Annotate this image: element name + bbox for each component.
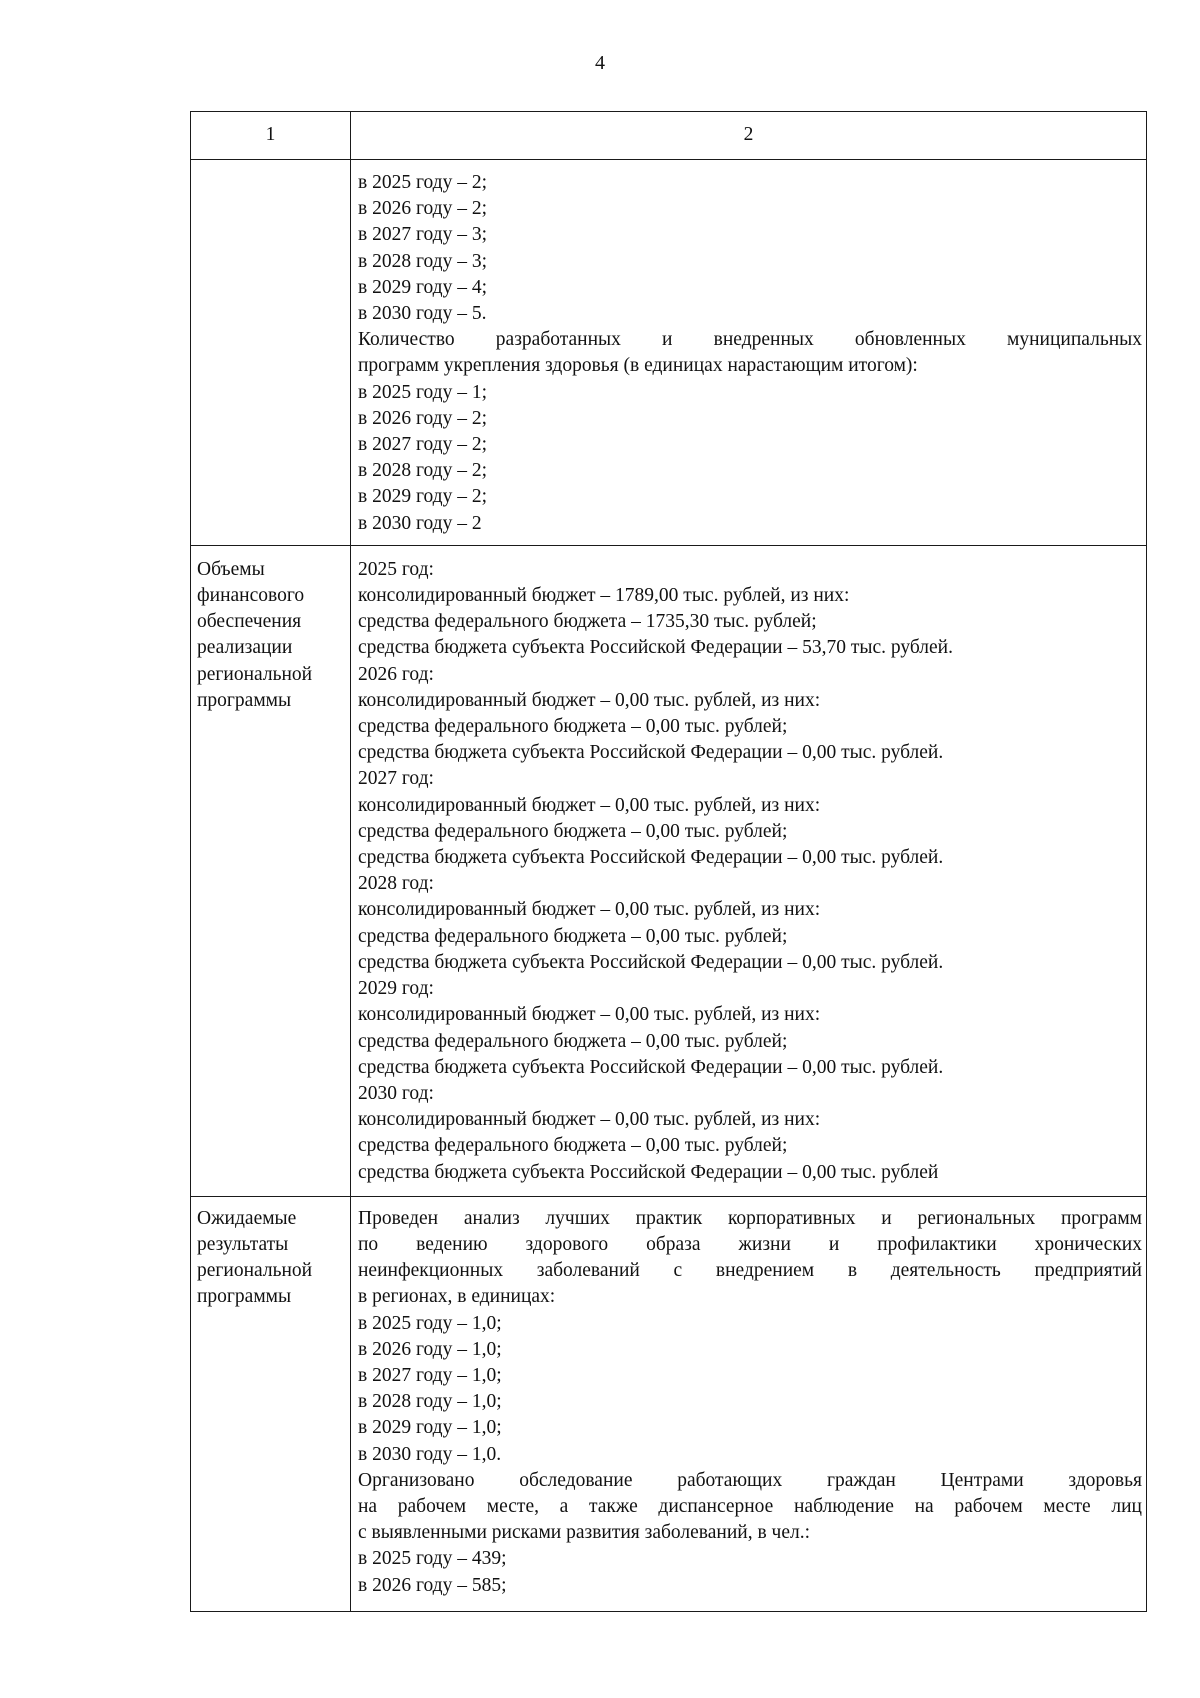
- text-line: в 2027 году – 2;: [358, 434, 487, 456]
- label-line: программы: [197, 689, 292, 711]
- text-line: в 2027 году – 3;: [358, 224, 487, 246]
- text-line: в 2029 году – 1,0;: [358, 1417, 502, 1439]
- text-line: на рабочем месте, а также диспансерное наблюдение на рабочем месте лиц: [358, 1495, 1142, 1517]
- text-line: в 2025 году – 1,0;: [358, 1312, 502, 1334]
- text-line: консолидированный бюджет – 0,00 тыс. рублей, из них:: [358, 689, 821, 711]
- text-line: в 2026 году – 2;: [358, 407, 487, 429]
- row-content-financing: [351, 545, 1147, 1196]
- text-line: 2029 год:: [358, 978, 434, 1000]
- text-line: 2030 год:: [358, 1082, 434, 1104]
- text-line: программ укрепления здоровья (в единицах нарастающим итогом):: [358, 355, 918, 377]
- text-line: в 2026 году – 2;: [358, 198, 487, 220]
- table-row: [191, 160, 1147, 546]
- text-line: в 2029 году – 4;: [358, 276, 487, 298]
- table-row: [191, 545, 1147, 1196]
- row-content-indicators: [351, 160, 1147, 546]
- label-line: результаты: [197, 1233, 289, 1255]
- text-line: с выявленными рисками развития заболеваний, в чел.:: [358, 1522, 811, 1544]
- label-line: региональной: [197, 1260, 313, 1282]
- text-line: Проведен анализ лучших практик корпоративных и региональных программ: [358, 1207, 1142, 1229]
- text-line: консолидированный бюджет – 1789,00 тыс. рублей, из них:: [358, 585, 850, 607]
- table-row: [191, 1196, 1147, 1611]
- label-line: финансового: [197, 585, 305, 607]
- page-number: 4: [595, 52, 605, 74]
- text-line: в 2027 году – 1,0;: [358, 1364, 502, 1386]
- text-line: Количество разработанных и внедренных обновленных муниципальных: [358, 329, 1142, 351]
- text-line: в регионах, в единицах:: [358, 1286, 556, 1308]
- text-line: 2026 год:: [358, 663, 434, 685]
- row-label-financing: [191, 545, 351, 1196]
- text-line: в 2030 году – 5.: [358, 303, 487, 325]
- text-line: средства бюджета субъекта Российской Федерации – 0,00 тыс. рублей.: [358, 1056, 944, 1078]
- text-line: средства бюджета субъекта Российской Федерации – 0,00 тыс. рублей: [358, 1161, 939, 1183]
- table-header-row: [191, 112, 1147, 160]
- label-line: программы: [197, 1286, 292, 1308]
- text-line: в 2030 году – 2: [358, 512, 482, 534]
- text-line: консолидированный бюджет – 0,00 тыс. рублей, из них:: [358, 794, 821, 816]
- text-line: консолидированный бюджет – 0,00 тыс. рублей, из них:: [358, 1004, 821, 1026]
- row-label-empty: [191, 160, 351, 546]
- text-line: 2027 год:: [358, 768, 434, 790]
- text-line: средства бюджета субъекта Российской Федерации – 0,00 тыс. рублей.: [358, 847, 944, 869]
- text-line: в 2028 году – 3;: [358, 250, 487, 272]
- text-line: Организовано обследование работающих граждан Центрами здоровья: [358, 1469, 1142, 1491]
- text-line: средства бюджета субъекта Российской Федерации – 0,00 тыс. рублей.: [358, 951, 944, 973]
- text-line: неинфекционных заболеваний с внедрением в деятельность предприятий: [358, 1260, 1142, 1282]
- text-line: средства федерального бюджета – 0,00 тыс. рублей;: [358, 716, 788, 738]
- text-line: в 2025 году – 1;: [358, 381, 487, 403]
- text-line: средства федерального бюджета – 0,00 тыс. рублей;: [358, 820, 788, 842]
- text-line: средства федерального бюджета – 0,00 тыс. рублей;: [358, 1030, 788, 1052]
- text-line: 2028 год:: [358, 873, 434, 895]
- text-line: средства федерального бюджета – 0,00 тыс. рублей;: [358, 925, 788, 947]
- text-line: в 2030 году – 1,0.: [358, 1443, 502, 1465]
- row-label-results: [191, 1196, 351, 1611]
- text-line: средства федерального бюджета – 0,00 тыс. рублей;: [358, 1135, 788, 1157]
- passport-table: [190, 111, 1147, 1612]
- text-line: в 2028 году – 1,0;: [358, 1391, 502, 1413]
- label-line: реализации: [197, 637, 293, 659]
- label-line: региональной: [197, 663, 313, 685]
- row-content-results: [351, 1196, 1147, 1611]
- text-line: в 2025 году – 2;: [358, 172, 487, 193]
- text-line: средства бюджета субъекта Российской Федерации – 53,70 тыс. рублей.: [358, 637, 953, 659]
- text-line: средства федерального бюджета – 1735,30 тыс. рублей;: [358, 611, 817, 633]
- text-line: в 2028 году – 2;: [358, 460, 487, 482]
- column-header-1: 1: [191, 112, 351, 160]
- text-line: в 2025 году – 439;: [358, 1548, 507, 1570]
- text-line: по ведению здорового образа жизни и профилактики хронических: [358, 1233, 1142, 1255]
- label-line: обеспечения: [197, 611, 302, 633]
- label-line: Объемы: [197, 558, 265, 580]
- label-line: Ожидаемые: [197, 1207, 297, 1229]
- text-line: в 2026 году – 1,0;: [358, 1338, 502, 1360]
- text-line: в 2029 году – 2;: [358, 486, 487, 508]
- text-line: в 2026 году – 585;: [358, 1574, 507, 1596]
- column-header-2: 2: [351, 112, 1147, 160]
- text-line: консолидированный бюджет – 0,00 тыс. рублей, из них:: [358, 899, 821, 921]
- text-line: 2025 год:: [358, 558, 434, 580]
- text-line: средства бюджета субъекта Российской Федерации – 0,00 тыс. рублей.: [358, 742, 944, 764]
- text-line: консолидированный бюджет – 0,00 тыс. рублей, из них:: [358, 1109, 821, 1131]
